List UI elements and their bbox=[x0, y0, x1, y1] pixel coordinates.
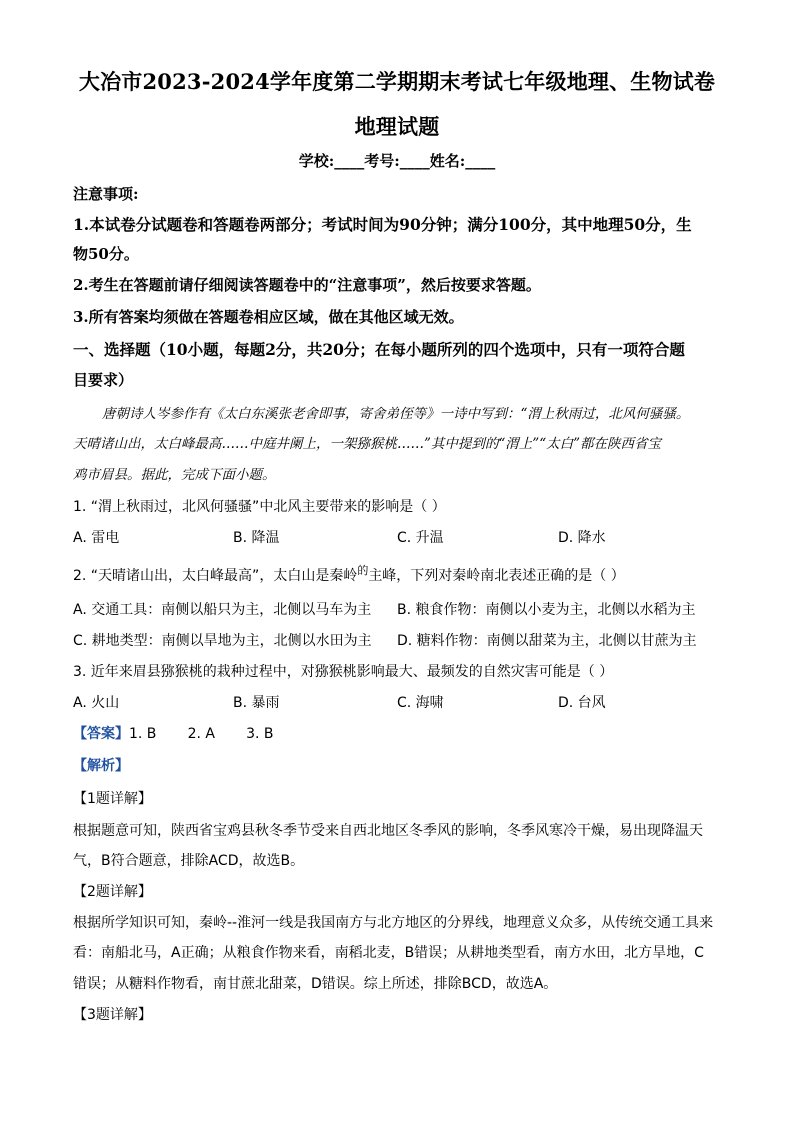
analysis-2-heading: 【2题详解】 bbox=[73, 884, 152, 900]
notice-item-1: 1.本试卷分试题卷和答题卷两部分；考试时间为90分钟；满分100分，其中地理50分，生 bbox=[73, 215, 692, 234]
notice-item-1-cont: 物50分。 bbox=[73, 245, 139, 263]
exam-subtitle: 地理试题 bbox=[354, 114, 440, 139]
analysis-1-line-1: 根据题意可知，陕西省宝鸡县秋冬季节受来自西北地区冬季风的影响，冬季风寒冷干燥，易出现降温天 bbox=[73, 823, 703, 839]
passage-line-1: 唐朝诗人岑参作有《太白东溪张老舍即事，寄舍弟侄等》一诗中写到：“渭上秋雨过，北风何骚骚。 bbox=[102, 406, 690, 422]
question-3-option-b: B. 暴雨 bbox=[233, 695, 280, 711]
question-3-option-c: C. 海啸 bbox=[397, 695, 444, 711]
analysis-2-line-2: 看：南船北马，A正确；从粮食作物来看，南稻北麦，B错误；从耕地类型看，南方水田，北方旱地，C bbox=[73, 945, 704, 961]
question-2-stem-part1: 2. “天晴诸山出，太白峰最高”，太白山是秦岭 bbox=[73, 568, 358, 584]
question-2-stem-part2: 主峰，下列对秦岭南北表述正确的是（ ） bbox=[368, 568, 625, 584]
analysis-2-line-3: 错误；从糖料作物看，南甘蔗北甜菜，D错误。综上所述，排除BCD，故选A。 bbox=[73, 976, 558, 992]
question-2-option-c: C. 耕地类型：南侧以旱地为主，北侧以水田为主 bbox=[73, 633, 372, 649]
analysis-1-heading: 【1题详解】 bbox=[73, 791, 152, 807]
question-1-option-a: A. 雷电 bbox=[73, 530, 120, 546]
answer-values: 1. B 2. A 3. B bbox=[129, 726, 274, 742]
section-heading: 一、选择题（10小题，每题2分，共20分；在每小题所列的四个选项中，只有一项符合题 bbox=[73, 340, 685, 359]
answer-tag: 【答案】 bbox=[73, 726, 129, 742]
analysis-tag: 【解析】 bbox=[73, 758, 129, 774]
question-2-option-b: B. 粮食作物：南侧以小麦为主，北侧以水稻为主 bbox=[397, 602, 696, 618]
question-2-option-a: A. 交通工具：南侧以船只为主，北侧以马车为主 bbox=[73, 602, 372, 618]
question-1-option-c: C. 升温 bbox=[397, 530, 444, 546]
question-2-option-d: D. 糖料作物：南侧以甜菜为主，北侧以甘蔗为主 bbox=[397, 633, 697, 649]
question-2-stem-superscript: 的 bbox=[357, 564, 369, 577]
answer-line bbox=[73, 723, 723, 743]
analysis-1-line-2: 气，B符合题意，排除ACD，故选B。 bbox=[73, 853, 305, 869]
section-heading-cont: 目要求） bbox=[73, 371, 134, 389]
analysis-2-line-1: 根据所学知识可知，秦岭--淮河一线是我国南方与北方地区的分界线，地理意义众多，从传统交通工具来 bbox=[73, 915, 714, 931]
notice-item-3: 3.所有答案均须做在答题卷相应区域，做在其他区域无效。 bbox=[73, 308, 464, 326]
question-1-option-d: D. 降水 bbox=[558, 530, 606, 546]
question-1-option-b: B. 降温 bbox=[233, 530, 280, 546]
passage-line-2: 天晴诸山出，太白峰最高……中庭井阑上，一架猕猴桃……”其中提到的“渭上”“太白”都在陕西省宝 bbox=[73, 436, 662, 452]
question-3-stem: 3. 近年来眉县猕猴桃的栽种过程中，对猕猴桃影响最大、最频发的自然灾害可能是（ ） bbox=[73, 664, 614, 680]
analysis-3-heading: 【3题详解】 bbox=[73, 1007, 152, 1023]
question-2-stem bbox=[73, 565, 723, 585]
student-info-fields: 学校:____考号:____姓名:____ bbox=[298, 152, 496, 170]
exam-title: 大冶市2023-2024学年度第二学期期末考试七年级地理、生物试卷 bbox=[78, 69, 716, 94]
question-1-stem: 1. “渭上秋雨过，北风何骚骚”中北风主要带来的影响是（ ） bbox=[73, 499, 446, 515]
question-3-option-d: D. 台风 bbox=[558, 695, 606, 711]
question-3-option-a: A. 火山 bbox=[73, 695, 120, 711]
notice-item-2: 2.考生在答题前请仔细阅读答题卷中的“注意事项”，然后按要求答题。 bbox=[73, 276, 541, 294]
notice-heading: 注意事项: bbox=[73, 185, 139, 203]
passage-line-3: 鸡市眉县。据此，完成下面小题。 bbox=[73, 467, 276, 483]
